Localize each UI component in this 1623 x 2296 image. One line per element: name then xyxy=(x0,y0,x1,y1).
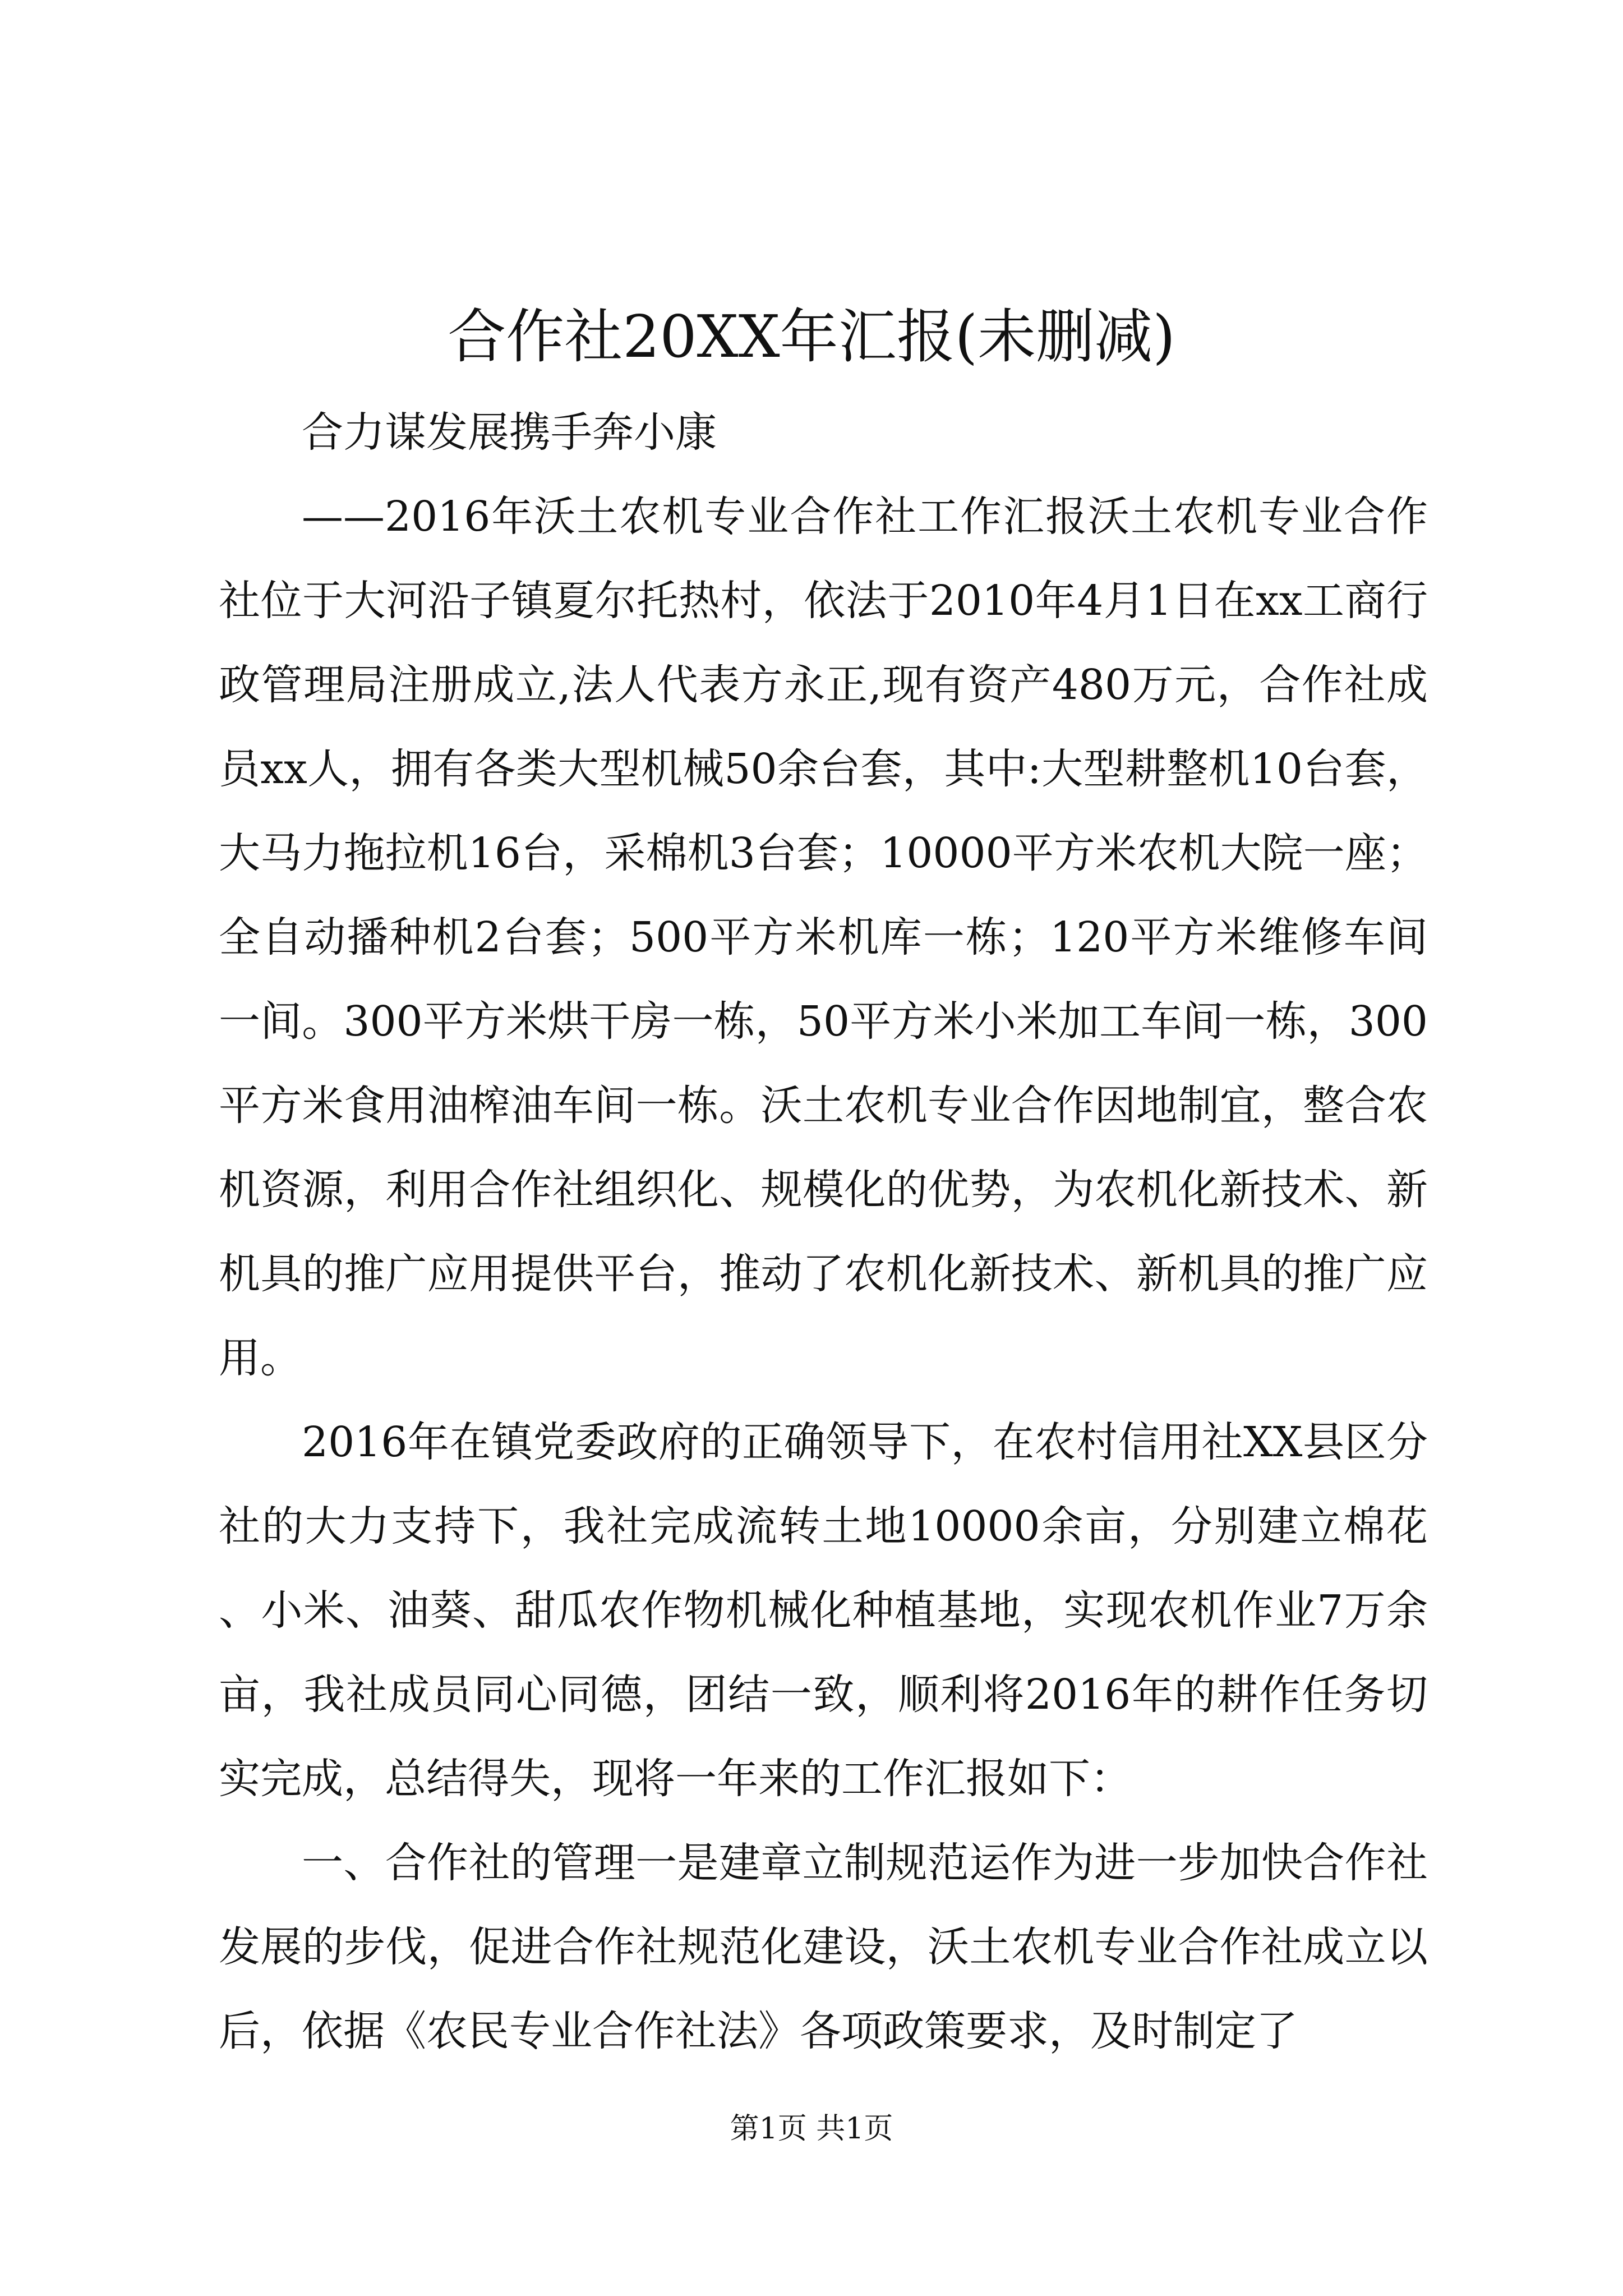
paragraph-intro: ——2016年沃土农机专业合作社工作汇报沃土农机专业合作社位于大河沿子镇夏尔托热村，依法于2010年4月1日在xx工商行政管理局注册成立,法人代表方永正,现有资产480万元，合作社成员xx人，拥有各类大型机械50余台套，其中:大型耕整机10台套，大马力拖拉机16台，采棉机3台套；10000平方米农机大院一座；全自动播种机2台套；500平方米机库一栋；120平方米维修车间一间。300平方米烘干房一栋，50平方米小米加工车间一栋，300平方米食用油榨油车间一栋。沃土农机专业合作因地制宜，整合农机资源，利用合作社组织化、规模化的优势，为农机化新技术、新机具的推广应用提供平台，推动了农机化新技术、新机具的推广应用。 xyxy=(219,493,1428,1382)
page-number: 第1页 共1页 xyxy=(730,2112,893,2146)
paragraph-2016-summary: 2016年在镇党委政府的正确领导下，在农村信用社XX县区分社的大力支持下，我社完成流转土地10000余亩，分别建立棉花、小米、油葵、甜瓜农作物机械化种植基地，实现农机作业7万余亩，我社成员同心同德，团结一致，顺利将2016年的耕作任务切实完成，总结得失，现将一年来的工作汇报如下： xyxy=(219,1418,1428,1803)
document-title: 合作社20XX年汇报(未删减) xyxy=(448,302,1175,371)
document-body xyxy=(219,390,1428,2073)
paragraph-subtitle: 合力谋发展携手奔小康 xyxy=(302,408,717,457)
paragraph-management: 一、合作社的管理一是建章立制规范运作为进一步加快合作社发展的步伐，促进合作社规范化建设，沃土农机专业合作社成立以后，依据《农民专业合作社法》各项政策要求，及时制定了 xyxy=(219,1839,1428,2055)
